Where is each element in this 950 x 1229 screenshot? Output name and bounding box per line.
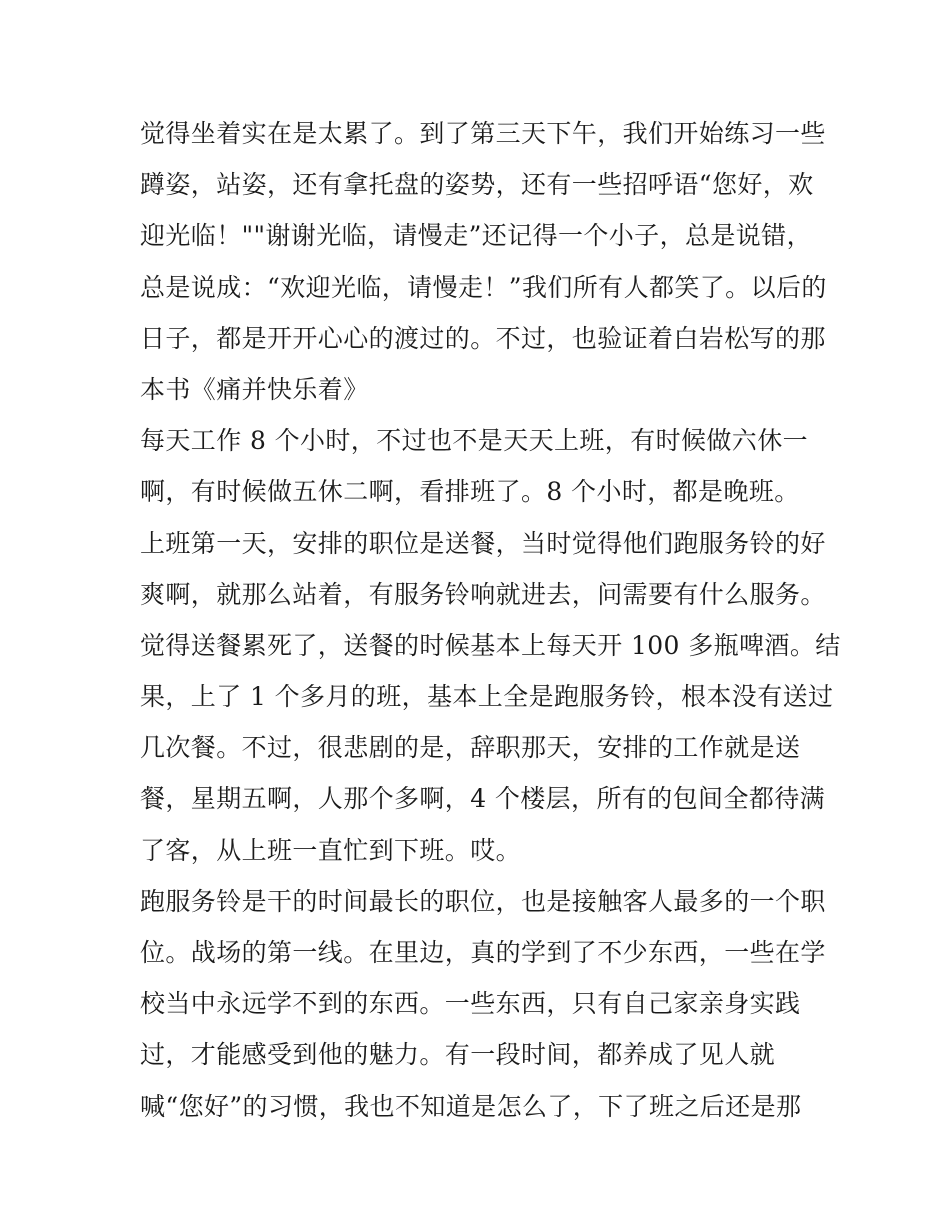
- text-line: 了客，从上班一直忙到下班。哎。: [140, 835, 522, 865]
- text-line: 几次餐。不过，很悲剧的是，辞职那天，安排的工作就是送: [140, 733, 801, 763]
- text-line: 蹲姿，站姿，还有拿托盘的姿势，还有一些招呼语“您好，欢: [140, 170, 814, 200]
- text-line: 餐，星期五啊，人那个多啊，4 个楼层，所有的包间全都待满: [140, 784, 826, 814]
- text-line: 迎光临！""谢谢光临，请慢走”还记得一个小子，总是说错，: [140, 221, 812, 251]
- text-line: 觉得送餐累死了，送餐的时候基本上每天开 100 多瓶啤酒。结: [140, 630, 841, 660]
- body-text: [140, 108, 841, 1132]
- text-line: 跑服务铃是干的时间最长的职位，也是接触客人最多的一个职: [140, 886, 826, 916]
- text-line: 上班第一天，安排的职位是送餐，当时觉得他们跑服务铃的好: [140, 528, 826, 558]
- text-line: 觉得坐着实在是太累了。到了第三天下午，我们开始练习一些: [140, 119, 826, 148]
- text-line: 每天工作 8 个小时，不过也不是天天上班，有时候做六休一: [140, 426, 809, 456]
- text-line: 位。战场的第一线。在里边，真的学到了不少东西，一些在学: [140, 938, 826, 967]
- text-line: 校当中永远学不到的东西。一些东西，只有自己家亲身实践: [140, 989, 801, 1019]
- text-line: 喊“您好”的习惯，我也不知道是怎么了，下了班之后还是那: [140, 1091, 802, 1121]
- text-line: 果，上了 1 个多月的班，基本上全是跑服务铃，根本没有送过: [140, 682, 834, 712]
- text-line: 本书《痛并快乐着》: [140, 374, 369, 404]
- text-line: 过，才能感受到他的魅力。有一段时间，都养成了见人就: [140, 1040, 776, 1070]
- text-line: 日子，都是开开心心的渡过的。不过，也验证着白岩松写的那: [140, 323, 826, 353]
- text-line: 爽啊，就那么站着，有服务铃响就进去，问需要有什么服务。: [140, 579, 826, 609]
- text-line: 啊，有时候做五休二啊，看排班了。8 个小时，都是晚班。: [140, 477, 800, 507]
- text-line: 总是说成：“欢迎光临，请慢走！”我们所有人都笑了。以后的: [140, 272, 827, 302]
